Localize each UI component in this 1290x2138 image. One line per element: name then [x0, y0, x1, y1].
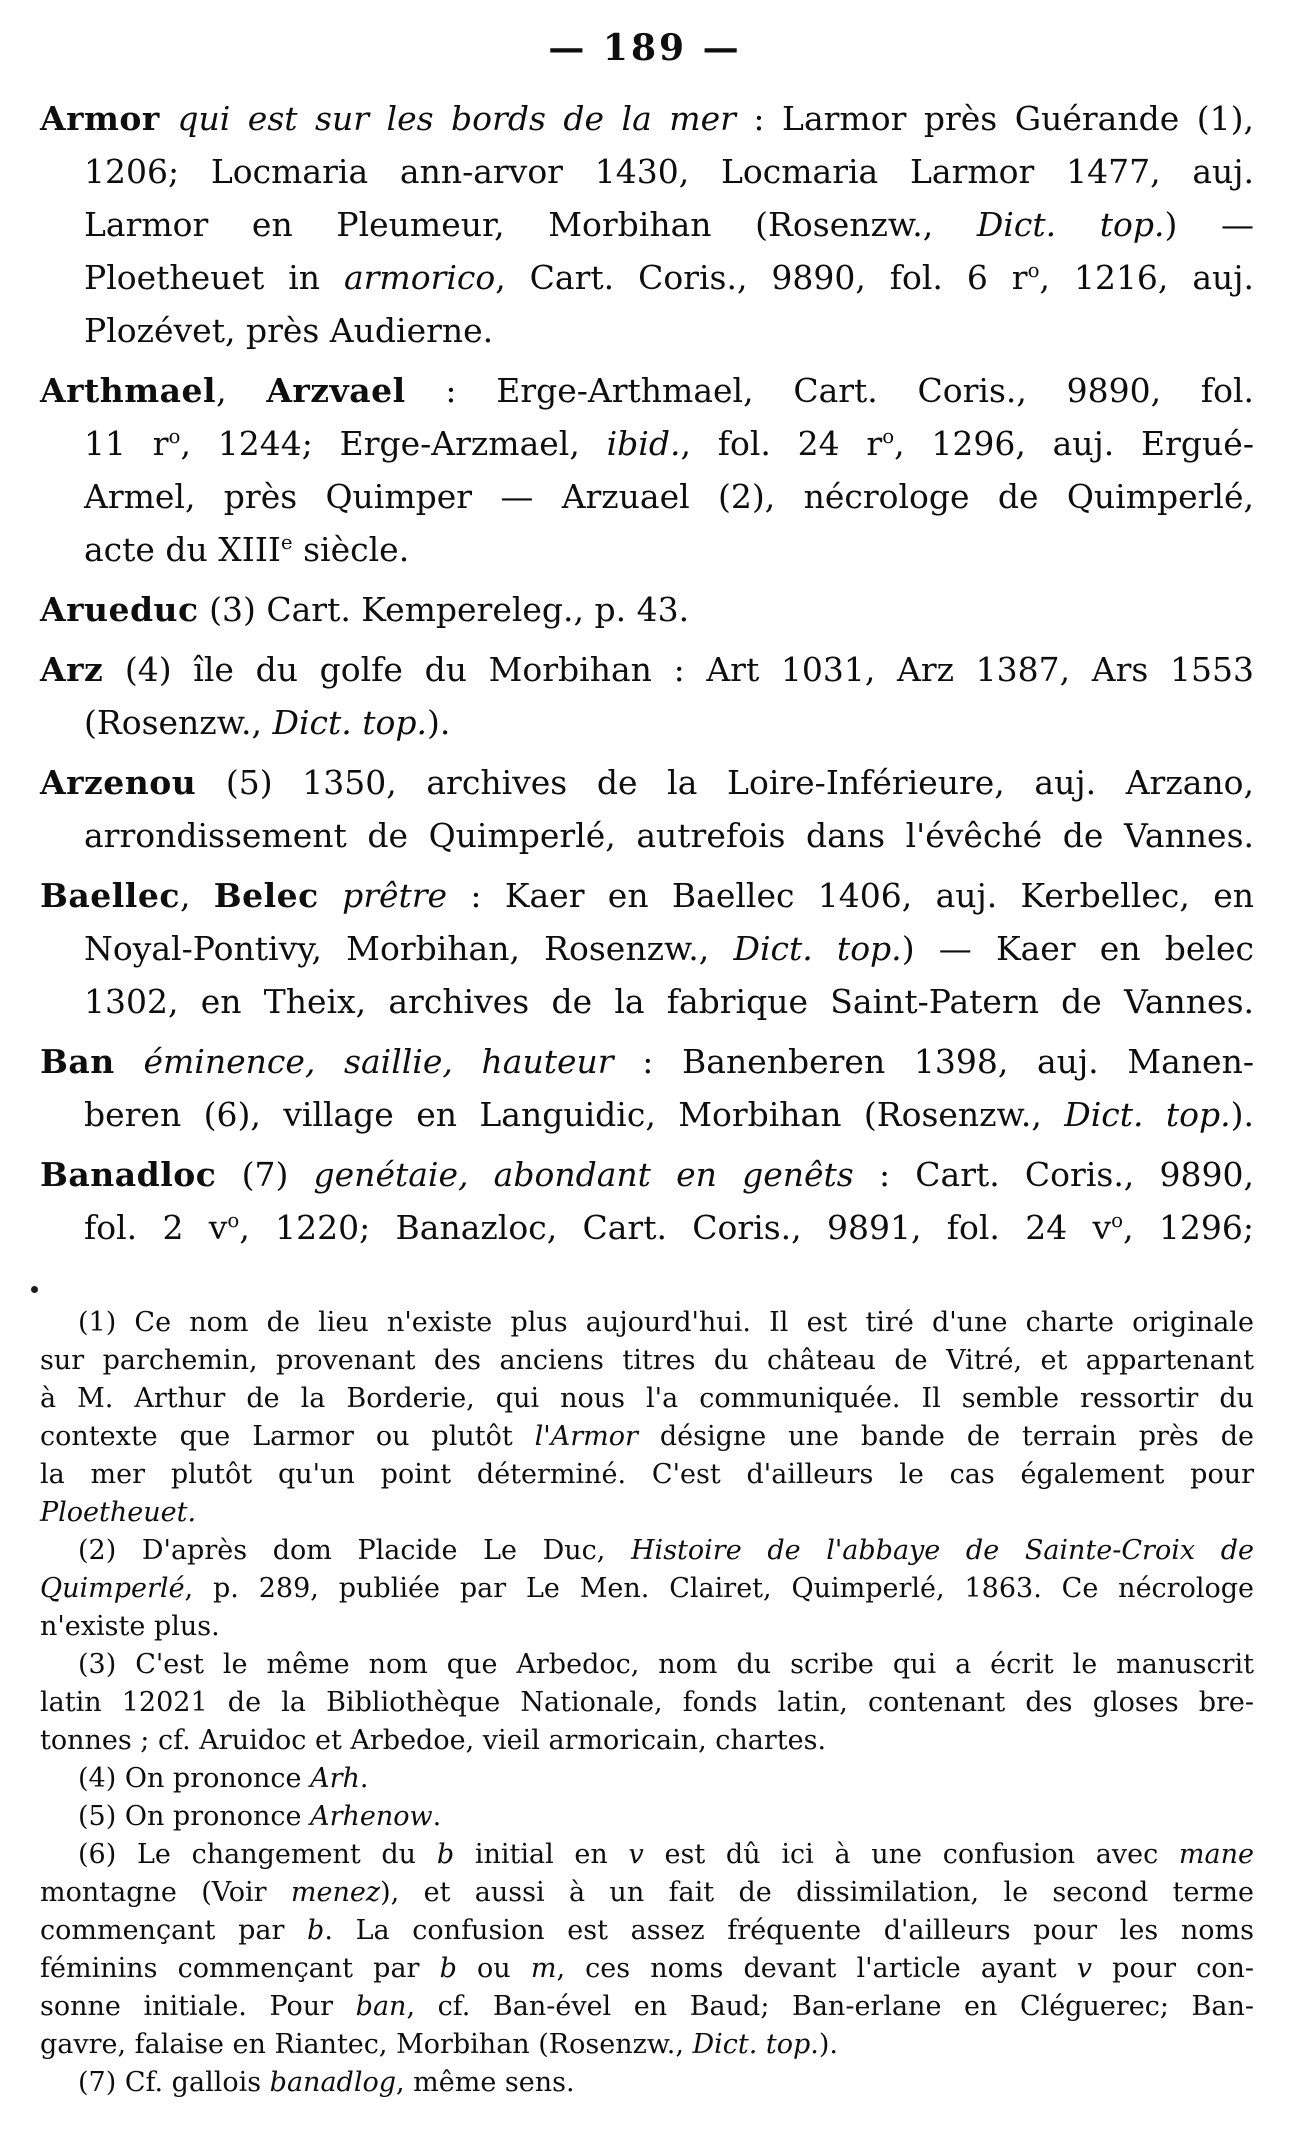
text-segment: ibid.	[606, 424, 681, 463]
text-segment: , 1244; Erge-Arzmael,	[180, 424, 607, 463]
text-segment	[319, 876, 342, 915]
text-segment: b	[436, 1839, 455, 1870]
footnote-fn-1	[40, 1304, 1254, 1532]
text-line	[84, 523, 1254, 576]
text-segment: Dict. top.	[733, 929, 902, 968]
text-segment: (5) 1350, archives de la Loire-Inférieure, auj. Arzano,	[196, 763, 1254, 802]
text-segment: ) —	[1164, 205, 1254, 244]
text-line	[40, 1646, 1254, 1684]
footnotes-section	[40, 1304, 1254, 2102]
text-segment: , 1216, auj.	[1039, 258, 1255, 297]
entry-arz	[40, 643, 1254, 749]
text-segment: o	[1027, 259, 1040, 282]
text-segment: (4) On prononce	[78, 1763, 311, 1794]
text-line	[40, 1608, 1254, 1646]
text-segment: l'Armor	[534, 1421, 638, 1452]
text-segment: tonnes ; cf. Aruidoc et Arbedoe, vieil armoricain, chartes.	[40, 1725, 827, 1756]
text-line	[40, 1760, 1254, 1798]
text-segment: Larmor en Pleumeur, Morbihan (Rosenzw.,	[84, 205, 977, 244]
text-segment: prêtre	[342, 876, 448, 915]
text-line	[40, 869, 1254, 922]
scan-artifact-dot	[31, 1286, 38, 1293]
text-segment: initial en	[454, 1839, 629, 1870]
text-segment: , 1296;	[1123, 1208, 1254, 1247]
text-line	[40, 1912, 1254, 1950]
text-segment: (4) île du golfe du Morbihan : Art 1031, Arz 1387, Ars 1553	[103, 650, 1254, 689]
text-segment: éminence, saillie, hauteur	[143, 1042, 614, 1081]
text-line	[40, 1148, 1254, 1201]
text-segment: b	[307, 1915, 325, 1946]
text-segment: Plozévet, près Audierne.	[84, 311, 494, 350]
text-segment: Dict. top.	[272, 703, 427, 742]
text-segment: 1206; Locmaria ann-arvor 1430, Locmaria Larmor 1477, auj.	[84, 152, 1254, 191]
text-segment: (Rosenzw.,	[84, 703, 273, 742]
headword: Arzvael	[266, 371, 406, 410]
text-line	[40, 1950, 1254, 1988]
headword: Baellec	[40, 876, 180, 915]
headword: Arueduc	[40, 590, 199, 629]
text-segment: : Erge-Arthmael, Cart. Coris., 9890, fol.	[405, 371, 1255, 410]
text-segment: beren (6), village en Languidic, Morbihan (Rosenzw.,	[84, 1095, 1065, 1134]
text-line	[84, 975, 1254, 1028]
text-segment: n'existe plus.	[40, 1611, 220, 1642]
text-segment: fol. 2 v	[84, 1208, 228, 1247]
text-segment: Noyal-Pontivy, Morbihan, Rosenzw.,	[84, 929, 734, 968]
text-segment: (5) On prononce	[78, 1801, 311, 1832]
text-segment: armorico	[343, 258, 496, 297]
text-segment: Dict. top.	[692, 2029, 819, 2060]
text-line	[40, 1798, 1254, 1836]
text-line	[40, 1304, 1254, 1342]
text-segment: mane	[1178, 1839, 1254, 1870]
text-segment: (1) Ce nom de lieu n'existe plus aujourd'hui. Il est tiré d'une charte originale	[78, 1307, 1254, 1338]
text-segment: Arhenow	[310, 1801, 433, 1832]
text-line	[40, 1532, 1254, 1570]
text-segment: Ploetheuet.	[40, 1497, 197, 1528]
text-segment: v	[1076, 1953, 1093, 1984]
text-segment: e	[280, 531, 293, 554]
text-segment: sonne initiale. Pour	[40, 1991, 356, 2022]
text-segment: : Cart. Coris., 9890,	[853, 1155, 1254, 1194]
text-segment: Ploetheuet in	[84, 258, 344, 297]
text-line	[84, 417, 1254, 470]
text-line	[40, 1988, 1254, 2026]
text-segment: (6) Le changement du	[78, 1839, 437, 1870]
footnote-fn-6	[40, 1836, 1254, 2064]
text-segment	[160, 99, 178, 138]
text-segment: ban	[355, 1991, 407, 2022]
text-segment: o	[168, 425, 181, 448]
text-segment: , cf. Ban-ével en Baud; Ban-erlane en Cléguerec; Ban-	[406, 1991, 1254, 2022]
text-segment: commençant par	[40, 1915, 308, 1946]
text-segment: o	[1111, 1209, 1124, 1232]
headword: Arthmael	[40, 371, 217, 410]
text-segment: (3) C'est le même nom que Arbedoc, nom du scribe qui a écrit le manuscrit	[78, 1649, 1254, 1680]
text-segment: est dû ici à une confusion avec	[643, 1839, 1179, 1870]
text-segment: , Cart. Coris., 9890, fol. 6 r	[495, 258, 1028, 297]
text-segment: latin 12021 de la Bibliothèque Nationale, fonds latin, contenant des gloses bre-	[40, 1687, 1254, 1718]
text-segment: ,	[216, 371, 267, 410]
text-segment: 1302, en Theix, archives de la fabrique Saint-Patern de Vannes.	[84, 982, 1254, 1021]
text-line	[84, 696, 1254, 749]
text-line	[40, 1836, 1254, 1874]
text-line	[40, 643, 1254, 696]
text-segment: , 1220; Banazloc, Cart. Coris., 9891, fol. 24 v	[239, 1208, 1112, 1247]
text-line	[84, 251, 1254, 304]
text-segment: féminins commençant par	[40, 1953, 440, 1984]
text-segment: gavre, falaise en Riantec, Morbihan (Rosenzw.,	[40, 2029, 693, 2060]
text-segment: ).	[426, 703, 451, 742]
text-segment: v	[628, 1839, 644, 1870]
page-number: — 189 —	[548, 27, 742, 69]
text-segment: Armel, près Quimper — Arzuael (2), nécrologe de Quimperlé,	[84, 477, 1254, 516]
entry-baellec	[40, 869, 1254, 1028]
text-line	[84, 1201, 1254, 1254]
entry-ban	[40, 1035, 1254, 1141]
footnote-fn-3	[40, 1646, 1254, 1760]
headword: Arzenou	[40, 763, 197, 802]
text-line	[40, 1494, 1254, 1532]
text-segment: désigne une bande de terrain près de	[637, 1421, 1254, 1452]
text-segment: , même sens.	[396, 2067, 575, 2098]
text-segment: , p. 289, publiée par Le Men. Clairet, Quimperlé, 1863. Ce nécrologe	[184, 1573, 1254, 1604]
entry-arueduc	[40, 583, 1254, 636]
text-line	[84, 198, 1254, 251]
text-segment: arrondissement de Quimperlé, autrefois dans l'évêché de Vannes.	[84, 816, 1254, 855]
text-segment: . La confusion est assez fréquente d'ailleurs pour les noms	[324, 1915, 1254, 1946]
text-segment: ou	[456, 1953, 531, 1984]
footnote-fn-4	[40, 1760, 1254, 1798]
text-segment: m	[530, 1953, 557, 1984]
text-segment: sur parchemin, provenant des anciens titres du château de Vitré, et appartenant	[40, 1345, 1254, 1376]
text-segment: ).	[818, 2029, 839, 2060]
text-segment: ) — Kaer en belec	[901, 929, 1255, 968]
text-segment: : Kaer en Baellec 1406, auj. Kerbellec, en	[447, 876, 1254, 915]
text-segment: , fol. 24 r	[680, 424, 883, 463]
headword: Banadloc	[40, 1155, 217, 1194]
text-segment: (3) Cart. Kempereleg., p. 43.	[198, 590, 690, 629]
text-segment: genétaie, abondant en genêts	[313, 1155, 854, 1194]
text-line	[40, 1684, 1254, 1722]
text-line	[40, 1570, 1254, 1608]
text-line	[40, 1342, 1254, 1380]
text-segment: pour con-	[1092, 1953, 1255, 1984]
headword: Arz	[40, 650, 104, 689]
headword: Ban	[40, 1042, 115, 1081]
text-segment: la mer plutôt qu'un point déterminé. C'est d'ailleurs le cas également pour	[40, 1459, 1254, 1490]
text-segment	[115, 1042, 144, 1081]
text-line	[40, 1874, 1254, 1912]
entries-section	[40, 92, 1254, 1254]
text-segment: : Banenberen 1398, auj. Manen-	[613, 1042, 1254, 1081]
entry-arthmael	[40, 364, 1254, 576]
text-line	[84, 922, 1254, 975]
text-segment: : Larmor près Guérande (1),	[735, 99, 1255, 138]
text-segment: (7)	[216, 1155, 314, 1194]
text-segment: banadlog	[269, 2067, 396, 2098]
text-segment: (2) D'après dom Placide Le Duc,	[78, 1535, 632, 1566]
text-segment: contexte que Larmor ou plutôt	[40, 1421, 535, 1452]
text-segment: acte du XIII	[84, 530, 281, 569]
text-segment: (7) Cf. gallois	[78, 2067, 270, 2098]
text-segment: , ces noms devant l'article ayant	[556, 1953, 1077, 1984]
text-line	[40, 1035, 1254, 1088]
text-segment: Histoire de l'abbaye de Sainte-Croix de	[631, 1535, 1254, 1566]
text-segment: , 1296, auj. Ergué-	[894, 424, 1254, 463]
text-line	[40, 1722, 1254, 1760]
text-line	[40, 1380, 1254, 1418]
text-segment: 11 r	[84, 424, 169, 463]
text-line	[84, 1088, 1254, 1141]
text-segment: Quimperlé	[40, 1573, 185, 1604]
text-segment: o	[227, 1209, 240, 1232]
entry-arzenou	[40, 756, 1254, 862]
text-segment: Arh	[310, 1763, 360, 1794]
text-line	[84, 809, 1254, 862]
text-segment: Dict. top.	[1064, 1095, 1231, 1134]
text-line	[40, 364, 1254, 417]
text-line	[40, 1418, 1254, 1456]
text-segment: .	[359, 1763, 369, 1794]
footnote-fn-7	[40, 2064, 1254, 2102]
text-segment: Dict. top.	[976, 205, 1165, 244]
text-line	[40, 2064, 1254, 2102]
footnote-fn-5	[40, 1798, 1254, 1836]
text-segment: .	[432, 1801, 442, 1832]
headword: Armor	[40, 99, 160, 138]
text-segment: à M. Arthur de la Borderie, qui nous l'a communiquée. Il semble ressortir du	[40, 1383, 1254, 1414]
text-line	[40, 756, 1254, 809]
text-segment: ), et aussi à un fait de dissimilation, le second terme	[380, 1877, 1254, 1908]
footnote-fn-2	[40, 1532, 1254, 1646]
text-segment: qui est sur les bords de la mer	[177, 99, 736, 138]
text-line	[84, 470, 1254, 523]
text-line	[40, 583, 1254, 636]
text-segment: menez	[290, 1877, 381, 1908]
text-line	[40, 1456, 1254, 1494]
text-line	[84, 304, 1254, 357]
text-segment: o	[882, 425, 895, 448]
text-line	[40, 92, 1254, 145]
text-segment: ,	[179, 876, 214, 915]
entry-armor	[40, 92, 1254, 357]
text-line	[84, 145, 1254, 198]
text-segment: siècle.	[292, 530, 410, 569]
text-segment: b	[439, 1953, 457, 1984]
entry-banadloc	[40, 1148, 1254, 1254]
text-line	[40, 2026, 1254, 2064]
text-segment: montagne (Voir	[40, 1877, 291, 1908]
text-segment: ).	[1230, 1095, 1254, 1134]
headword: Belec	[213, 876, 319, 915]
